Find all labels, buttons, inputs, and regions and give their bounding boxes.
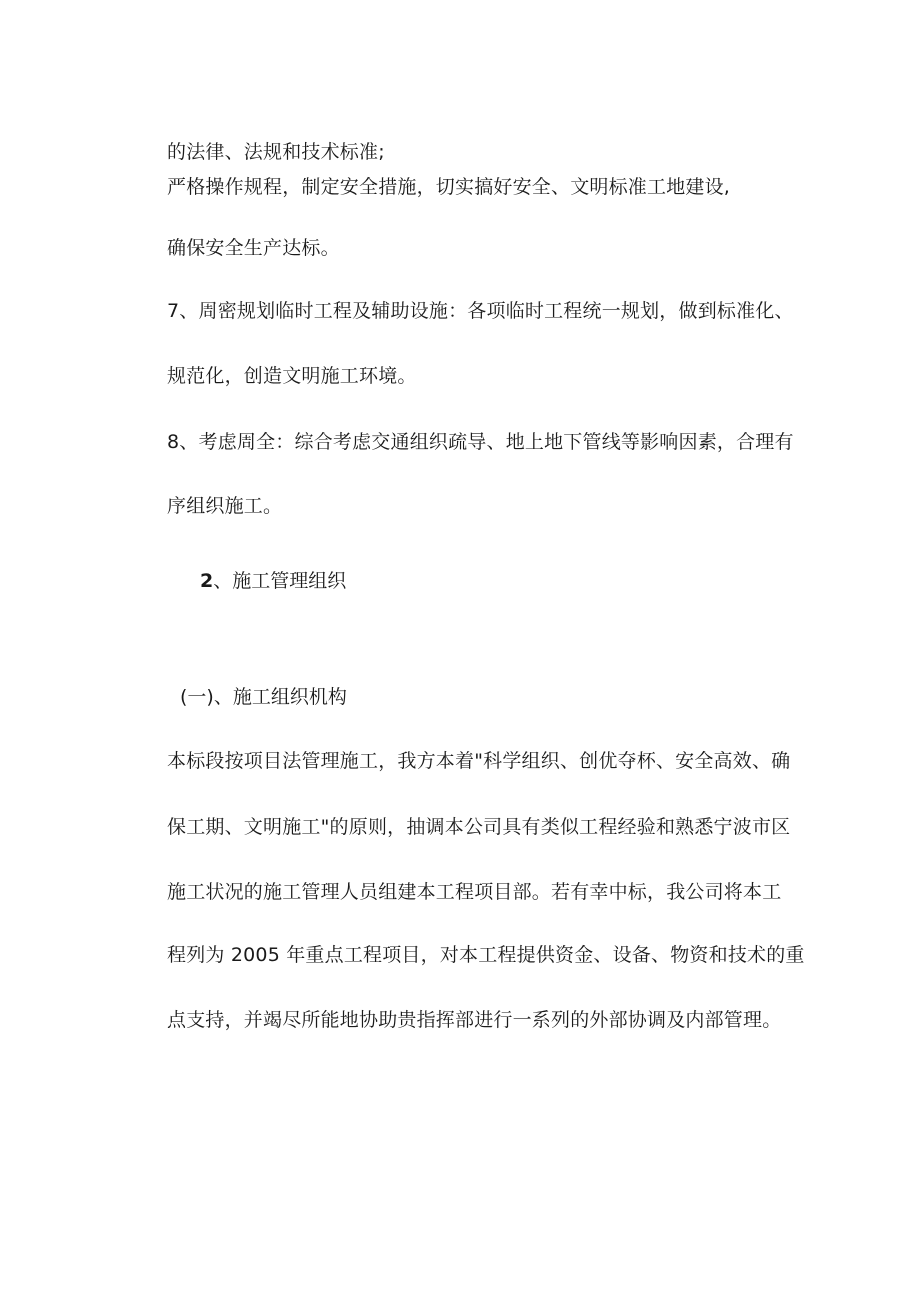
subsection-heading: (一)、施工组织机构 (180, 686, 347, 708)
body-line-5: 点支持，并竭尽所能地协助贵指挥部进行一系列的外部协调及内部管理。 (167, 1009, 782, 1031)
text-line-1: 的法律、法规和技术标准; (167, 141, 385, 163)
body-line-1: 本标段按项目法管理施工，我方本着"科学组织、创优夺杯、安全高效、确 (167, 750, 791, 772)
text-line-5: 规范化，创造文明施工环境。 (167, 365, 417, 387)
body-line-2: 保工期、文明施工"的原则，抽调本公司具有类似工程经验和熟悉宁波市区 (167, 816, 791, 838)
text-line-item-8: 8、考虑周全：综合考虑交通组织疏导、地上地下管线等影响因素，合理有 (167, 431, 794, 453)
section-heading (200, 569, 346, 593)
text-line-2: 严格操作规程，制定安全措施，切实搞好安全、文明标准工地建设, (167, 176, 731, 198)
body-line-3: 施工状况的施工管理人员组建本工程项目部。若有幸中标，我公司将本工 (167, 881, 782, 903)
text-line-7: 序组织施工。 (167, 495, 283, 517)
text-line-item-7: 7、周密规划临时工程及辅助设施：各项临时工程统一规划，做到标准化、 (167, 300, 794, 322)
section-heading-text: 、施工管理组织 (213, 570, 347, 592)
section-heading-number: 2 (200, 570, 214, 592)
body-line-4: 程列为 2005 年重点工程项目，对本工程提供资金、设备、物资和技术的重 (167, 944, 805, 966)
text-line-3: 确保安全生产达标。 (167, 237, 340, 259)
